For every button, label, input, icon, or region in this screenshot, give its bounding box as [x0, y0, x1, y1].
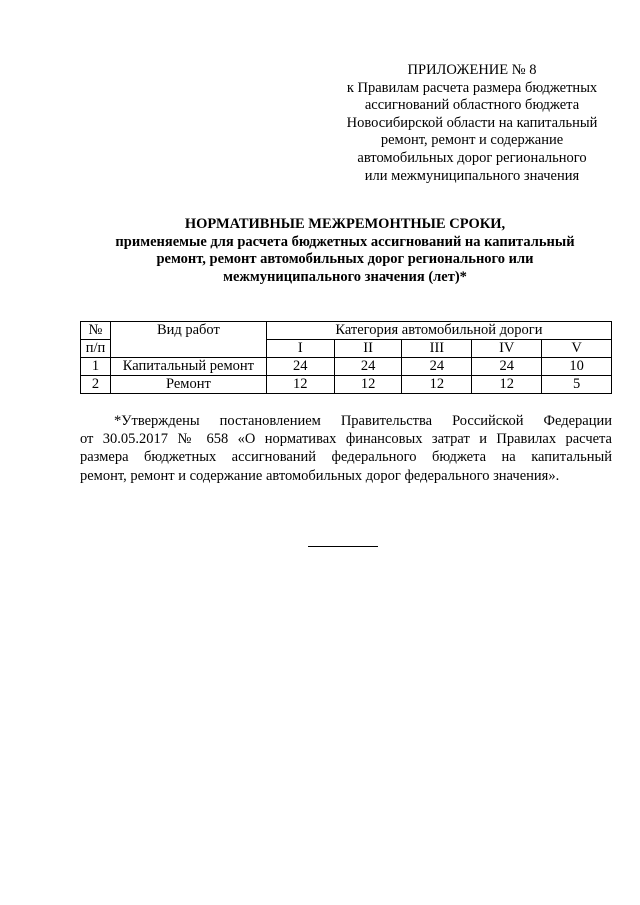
footnote-line: ремонт, ремонт и содержание автомобильных дорог федерального значения». [80, 467, 560, 484]
appendix-line: к Правилам расчета размера бюджетных [346, 79, 598, 96]
header-num-pp: п/п [81, 340, 111, 358]
title-main: НОРМАТИВНЫЕ МЕЖРЕМОНТНЫЕ СРОКИ, [184, 216, 506, 232]
row-work: Ремонт [110, 376, 266, 394]
row-value: 24 [266, 358, 334, 376]
title-line: применяемые для расчета бюджетных ассигнований на капитальный [115, 233, 575, 250]
appendix-line: автомобильных дорог регионального [357, 149, 587, 166]
row-value: 12 [266, 376, 334, 394]
header-num: № [81, 322, 111, 340]
footnote-line: от 30.05.2017 № 658 «О нормативах финансовых затрат и Правилах расчета [80, 431, 612, 448]
row-value: 5 [542, 376, 612, 394]
appendix-line: ремонт, ремонт и содержание [380, 132, 564, 149]
row-value: 24 [472, 358, 542, 376]
table-header-row [81, 322, 612, 340]
header-category-i: I [266, 340, 334, 358]
table-row [81, 358, 612, 376]
header-category-v: V [542, 340, 612, 358]
norms-table [80, 321, 612, 394]
appendix-line: ассигнований областного бюджета [364, 97, 580, 114]
footnote [80, 412, 612, 485]
row-work: Капитальный ремонт [110, 358, 266, 376]
document-title [80, 216, 610, 286]
title-line: межмуниципального значения (лет)* [223, 268, 467, 285]
appendix-header [334, 62, 610, 185]
header-category-iii: III [402, 340, 472, 358]
row-value: 24 [334, 358, 402, 376]
row-value: 10 [542, 358, 612, 376]
footnote-line: *Утверждены постановлением Правительства Российской Федерации [114, 413, 612, 429]
row-value: 12 [472, 376, 542, 394]
header-category-ii: II [334, 340, 402, 358]
header-category: Категория автомобильной дороги [266, 322, 611, 340]
row-value: 12 [334, 376, 402, 394]
appendix-line: Новосибирской области на капитальный [346, 114, 598, 131]
appendix-line: или межмуниципального значения [364, 167, 580, 184]
footnote-line: размера бюджетных ассигнований федерального бюджета на капитальный [80, 449, 612, 466]
row-num: 2 [81, 376, 111, 394]
header-work-type: Вид работ [110, 322, 266, 358]
table-row [81, 376, 612, 394]
row-num: 1 [81, 358, 111, 376]
row-value: 24 [402, 358, 472, 376]
header-category-iv: IV [472, 340, 542, 358]
title-line: ремонт, ремонт автомобильных дорог регионального или [156, 251, 534, 267]
separator-line [308, 546, 378, 547]
appendix-number: ПРИЛОЖЕНИЕ № 8 [407, 62, 537, 78]
row-value: 12 [402, 376, 472, 394]
